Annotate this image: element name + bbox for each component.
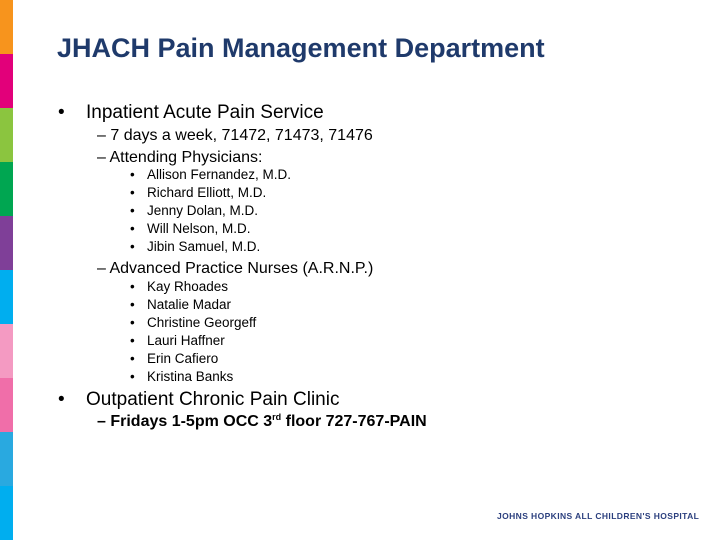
nurse-item	[130, 333, 225, 348]
physician-name: Jenny Dolan, M.D.	[147, 203, 259, 218]
physician-item	[130, 221, 251, 236]
sub-bullet-dot: •	[130, 351, 135, 366]
outpatient-heading: Outpatient Chronic Pain Clinic	[86, 389, 340, 410]
schedule-prefix: – Fridays 1-5pm OCC 3	[97, 413, 273, 430]
sub-bullet-dot: •	[130, 221, 135, 236]
sub-bullet-dot: •	[130, 297, 135, 312]
nurse-item	[130, 369, 234, 384]
sub-bullet-dot: •	[130, 239, 135, 254]
schedule-suffix: floor 727-767-PAIN	[281, 413, 427, 430]
sub-bullet-dot: •	[130, 167, 135, 182]
stripe-segment	[0, 378, 13, 432]
nurse-item	[130, 297, 232, 312]
stripe-segment	[0, 270, 13, 324]
physician-name: Richard Elliott, M.D.	[147, 185, 267, 200]
physician-item	[130, 185, 267, 200]
nurses-heading: – Advanced Practice Nurses (A.R.N.P.)	[97, 260, 374, 277]
slide-title: JHACH Pain Management Department	[57, 33, 545, 63]
stripe-segment	[0, 324, 13, 378]
physician-item	[130, 239, 261, 254]
stripe-segment	[0, 432, 13, 486]
nurse-item	[130, 279, 229, 294]
decorative-color-stripe	[0, 0, 13, 540]
physician-name: Jibin Samuel, M.D.	[147, 239, 261, 254]
nurse-name: Kay Rhoades	[147, 279, 229, 294]
hospital-logo: JOHNS HOPKINS ALL CHILDREN'S HOSPITAL	[497, 511, 700, 521]
stripe-segment	[0, 162, 13, 216]
bullet-dot: •	[58, 389, 65, 410]
bullet-inpatient	[58, 102, 324, 124]
sub-bullet-dot: •	[130, 369, 135, 384]
physician-item	[130, 203, 259, 218]
stripe-segment	[0, 54, 13, 108]
sub-bullet-dot: •	[130, 185, 135, 200]
nurse-name: Christine Georgeff	[147, 315, 257, 330]
ordinal-suffix: rd	[272, 412, 282, 422]
bullet-outpatient	[58, 389, 340, 411]
stripe-segment	[0, 0, 13, 54]
nurse-item	[130, 351, 219, 366]
physician-name: Allison Fernandez, M.D.	[147, 167, 292, 182]
stripe-segment	[0, 486, 13, 540]
nurse-name: Lauri Haffner	[147, 333, 225, 348]
physician-item	[130, 167, 292, 182]
nurse-name: Natalie Madar	[147, 297, 232, 312]
sub-bullet-dot: •	[130, 333, 135, 348]
sub-bullet-dot: •	[130, 203, 135, 218]
outpatient-schedule	[97, 413, 427, 431]
physicians-heading: – Attending Physicians:	[97, 149, 263, 166]
stripe-segment	[0, 216, 13, 270]
nurse-name: Erin Cafiero	[147, 351, 219, 366]
sub-bullet-dot: •	[130, 279, 135, 294]
sub-bullet-dot: •	[130, 315, 135, 330]
physician-name: Will Nelson, M.D.	[147, 221, 251, 236]
stripe-segment	[0, 108, 13, 162]
inpatient-schedule: – 7 days a week, 71472, 71473, 71476	[97, 127, 373, 144]
bullet-dot: •	[58, 102, 65, 123]
nurse-item	[130, 315, 257, 330]
nurse-name: Kristina Banks	[147, 369, 234, 384]
inpatient-heading: Inpatient Acute Pain Service	[86, 102, 324, 123]
